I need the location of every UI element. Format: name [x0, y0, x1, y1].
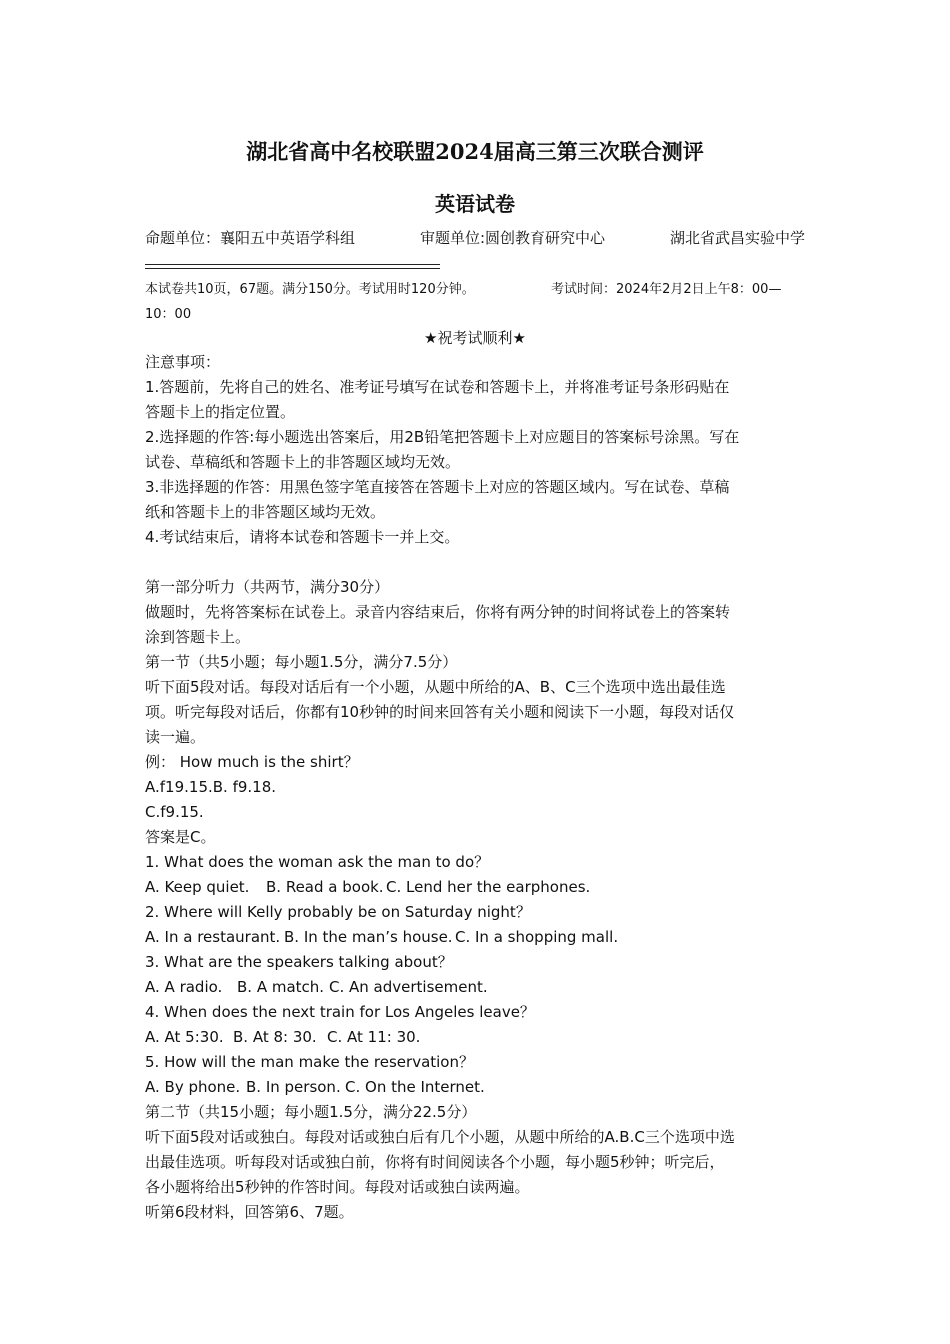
exam-subtitle: 英语试卷 — [435, 192, 515, 216]
option-c: C. Lend her the earphones. — [386, 878, 591, 896]
reviewer-unit: 审题单位:圆创教育研究中心 — [419, 229, 606, 247]
school-unit: 湖北省武昌实验中学 — [669, 229, 805, 247]
part1-heading: 第一部分听力（共两节，满分30分） — [145, 578, 390, 596]
setter-unit: 命题单位：襄阳五中英语学科组 — [145, 229, 356, 247]
option-b: B. A match. — [237, 978, 325, 996]
section2-heading: 第二节（共15小题；每小题1.5分，满分22.5分） — [145, 1103, 477, 1121]
notice-item-1a: 1.答题前，先将自己的姓名、准考证号填写在试卷和答题卡上，并将准考证号条形码贴在 — [145, 378, 730, 396]
section2-intro-c: 各小题将给出5秒钟的作答时间。每段对话或独白读两遍。 — [145, 1178, 530, 1196]
question-5: 5. How will the man make the reservation？ — [145, 1053, 474, 1071]
section1-intro-a: 听下面5段对话。每段对话后有一个小题，从题中所给的A、B、C三个选项中选出最佳选 — [145, 678, 726, 696]
option-a: A. In a restaurant. — [145, 928, 281, 946]
material-6-instruction: 听第6段材料，回答第6、7题。 — [145, 1203, 354, 1221]
option-b: B. In person. — [246, 1078, 341, 1096]
exam-info: 本试卷共10页，67题。满分150分。考试用时120分钟。 — [145, 282, 475, 297]
blank-line — [145, 550, 810, 575]
option-a: A. A radio. — [145, 978, 223, 996]
header-rule-top — [145, 264, 440, 265]
part1-intro-a: 做题时，先将答案标在试卷上。录音内容结束后，你将有两分钟的时间将试卷上的答案转 — [145, 603, 731, 621]
notice-item-1b: 答题卡上的指定位置。 — [145, 403, 296, 421]
example-question: 例： How much is the shirt？ — [145, 753, 359, 771]
option-c: C. At 11: 30. — [327, 1028, 421, 1046]
question-2-options — [145, 925, 810, 950]
question-3-options — [145, 975, 810, 1000]
question-5-options — [145, 1075, 810, 1100]
option-b: B. In the man’s house. — [284, 928, 453, 946]
exam-info-line — [145, 278, 805, 297]
example-option-c: C.f9.15. — [145, 803, 204, 821]
section1-heading: 第一节（共5小题；每小题1.5分，满分7.5分） — [145, 653, 458, 671]
exam-time: 考试时间：2024年2月2日上午8：00— — [551, 282, 782, 297]
example-answer: 答案是C。 — [145, 828, 216, 846]
option-c: C. An advertisement. — [329, 978, 488, 996]
exam-time-end: 10：00 — [145, 307, 192, 322]
notice-item-3a: 3.非选择题的作答：用黑色签字笔直接答在答题卡上对应的答题区域内。写在试卷、草稿 — [145, 478, 730, 496]
notice-item-2b: 试卷、草稿纸和答题卡上的非答题区域均无效。 — [145, 453, 461, 471]
section2-intro-a: 听下面5段对话或独白。每段对话或独白后有几个小题，从题中所给的A.B.C三个选项中选 — [145, 1128, 735, 1146]
option-a: A. Keep quiet. — [145, 878, 250, 896]
notice-heading: 注意事项： — [145, 353, 221, 371]
part1-intro-b: 涂到答题卡上。 — [145, 628, 251, 646]
good-luck-line: ★祝考试顺利★ — [424, 329, 526, 347]
option-a: A. By phone. — [145, 1078, 241, 1096]
section2-intro-b: 出最佳选项。听每段对话或独白前，你将有时间阅读各个小题，每小题5秒钟；听完后， — [145, 1153, 725, 1171]
example-options-ab: A.f19.15.B. f9.18. — [145, 778, 277, 796]
question-1-options — [145, 875, 810, 900]
question-2: 2. Where will Kelly probably be on Saturday night？ — [145, 903, 531, 921]
section1-intro-c: 读一遍。 — [145, 728, 206, 746]
exam-title: 湖北省高中名校联盟2024届高三第三次联合测评 — [246, 139, 704, 164]
notice-item-4: 4.考试结束后，请将本试卷和答题卡一并上交。 — [145, 528, 460, 546]
notice-item-2a: 2.选择题的作答:每小题选出答案后，用2B铅笔把答题卡上对应题目的答案标号涂黑。写在 — [145, 428, 740, 446]
exam-units — [145, 227, 805, 248]
notice-item-3b: 纸和答题卡上的非答题区域均无效。 — [145, 503, 386, 521]
option-c: C. In a shopping mall. — [455, 928, 619, 946]
question-1: 1. What does the woman ask the man to do？ — [145, 853, 490, 871]
question-4-options — [145, 1025, 810, 1050]
exam-body — [145, 350, 810, 1225]
option-a: A. At 5:30. — [145, 1028, 224, 1046]
section1-intro-b: 项。听完每段对话后，你都有10秒钟的时间来回答有关小题和阅读下一小题，每段对话仅 — [145, 703, 735, 721]
option-b: B. Read a book. — [266, 878, 384, 896]
option-c: C. On the Internet. — [345, 1078, 485, 1096]
question-4: 4. When does the next train for Los Angeles leave？ — [145, 1003, 535, 1021]
option-b: B. At 8: 30. — [233, 1028, 317, 1046]
header-rule-bottom — [145, 268, 440, 269]
question-3: 3. What are the speakers talking about？ — [145, 953, 453, 971]
